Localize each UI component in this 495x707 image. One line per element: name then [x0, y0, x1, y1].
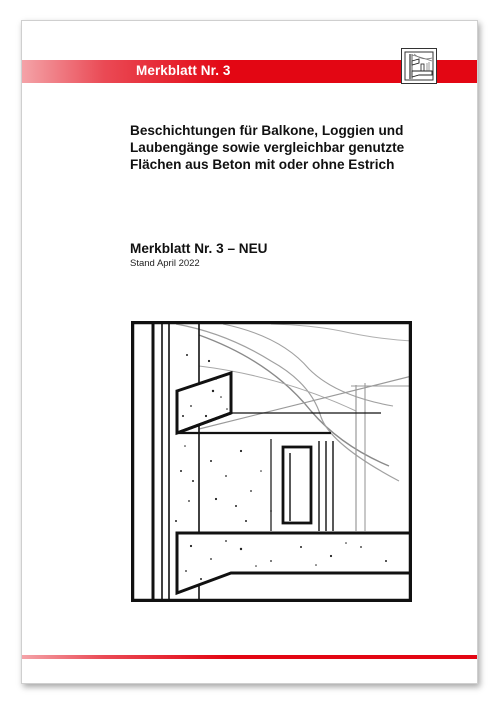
balcony-illustration	[131, 321, 412, 602]
footer-accent-line	[22, 655, 477, 659]
balcony-illustration-drawing	[131, 321, 412, 602]
document-edition: Merkblatt Nr. 3 – NEU	[130, 241, 268, 256]
document-date: Stand April 2022	[130, 258, 200, 269]
document-cover-page	[21, 20, 478, 684]
header-series-label: Merkblatt Nr. 3	[136, 63, 231, 78]
document-title: Beschichtungen für Balkone, Loggien und Laubengänge sowie vergleichbar genutzte Flächen aus Beton mit oder ohne Estrich	[130, 123, 405, 172]
building-logo-graphic	[402, 49, 436, 83]
building-logo-icon	[401, 48, 437, 84]
